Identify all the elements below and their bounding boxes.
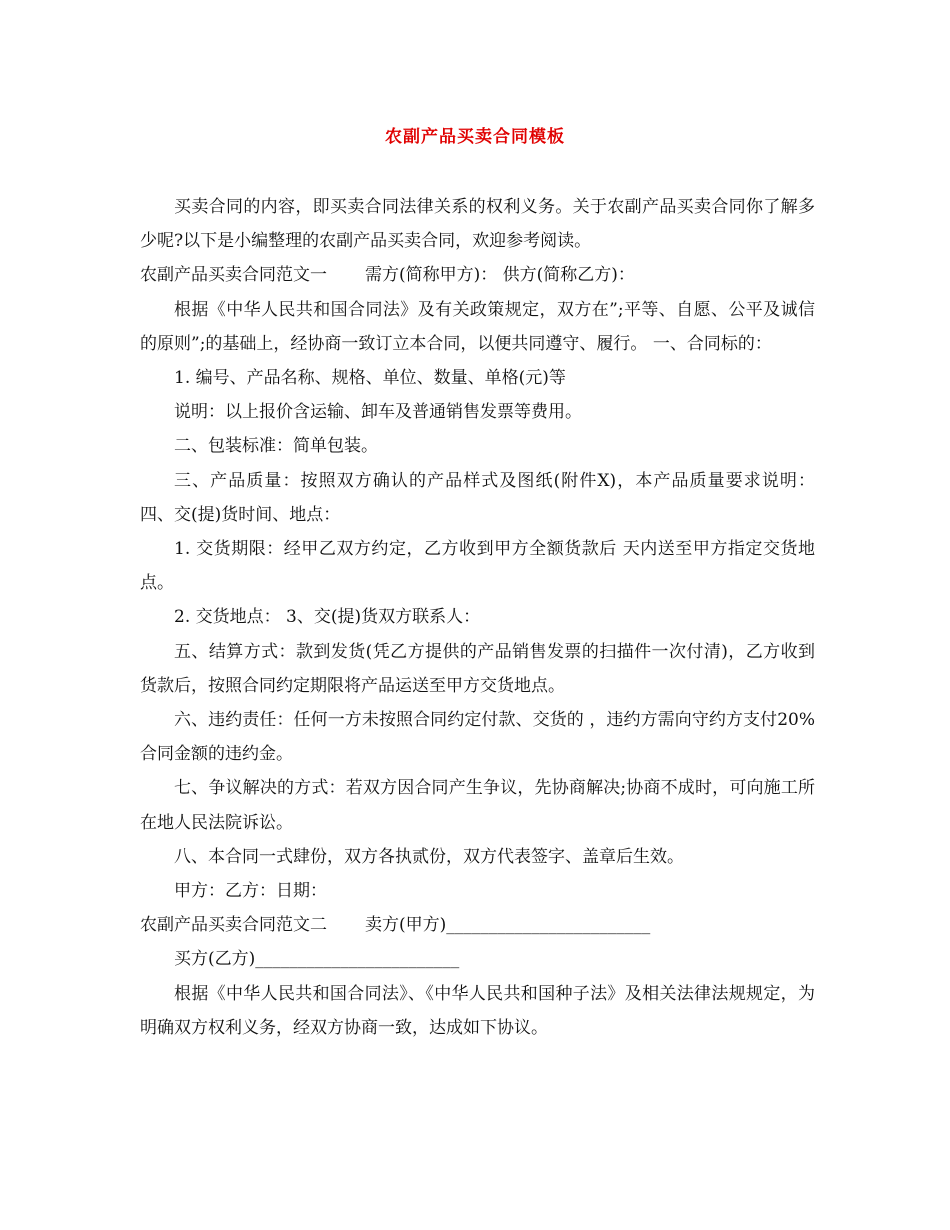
- clause-delivery-place: 2. 交货地点： 3、交(提)货双方联系人：: [174, 607, 481, 628]
- signature-line: 甲方：乙方：日期：: [174, 881, 327, 902]
- clause-dispute: 七、争议解决的方式：若双方因合同产生争议，先协商解决;协商不成时，可向施工所在地人民法院诉讼。: [140, 778, 815, 833]
- seller-field: 卖方(甲方)________________________: [365, 915, 651, 936]
- clause-settlement: 五、结算方式：款到发货(凭乙方提供的产品销售发票的扫描件一次付清)，乙方收到货款后，按照合同约定期限将产品运送至甲方交货地点。: [140, 641, 815, 696]
- clause-item-1: 1. 编号、产品名称、规格、单位、数量、单格(元)等: [174, 368, 566, 389]
- clause-delivery-term: 1. 交货期限：经甲乙双方约定，乙方收到甲方全额货款后 天内送至甲方指定交货地点。: [140, 539, 815, 594]
- clause-quality: 三、产品质量：按照双方确认的产品样式及图纸(附件X)，本产品质量要求说明： 四、交(提)货时间、地点：: [140, 470, 815, 525]
- purchaser-field: 买方(乙方)________________________: [174, 949, 460, 970]
- sample-two-preamble: 根据《中华人民共和国合同法》、《中华人民共和国种子法》及相关法律法规规定，为明确双方权利义务，经双方协商一致，达成如下协议。: [140, 983, 815, 1038]
- clause-note: 说明：以上报价含运输、卸车及普通销售发票等费用。: [174, 402, 582, 423]
- supplier-label: 供方(简称乙方)：: [502, 265, 635, 286]
- document-title: 农副产品买卖合同模板: [385, 127, 565, 147]
- clause-copies: 八、本合同一式肆份，双方各执贰份，双方代表签字、盖章后生效。: [174, 846, 684, 867]
- sample-two-header: [140, 908, 815, 942]
- intro-paragraph: 买卖合同的内容，即买卖合同法律关系的权利义务。关于农副产品买卖合同你了解多少呢?以下是小编整理的农副产品买卖合同，欢迎参考阅读。: [140, 197, 815, 252]
- sample-two-title: 农副产品买卖合同范文二: [140, 915, 327, 936]
- document-body: [140, 190, 815, 1045]
- buyer-label: 需方(简称甲方)：: [365, 265, 498, 286]
- preamble-paragraph: 根据《中华人民共和国合同法》及有关政策规定，双方在”;平等、自愿、公平及诚信的原则”;的基础上，经协商一致订立本合同，以便共同遵守、履行。 一、合同标的：: [140, 299, 815, 354]
- sample-one-header: [140, 258, 815, 292]
- clause-liability: 六、违约责任：任何一方未按照合同约定付款、交货的 ，违约方需向守约方支付20%合同金额的违约金。: [140, 710, 815, 765]
- clause-packaging: 二、包装标准：简单包装。: [174, 436, 378, 457]
- sample-one-title: 农副产品买卖合同范文一: [140, 265, 327, 286]
